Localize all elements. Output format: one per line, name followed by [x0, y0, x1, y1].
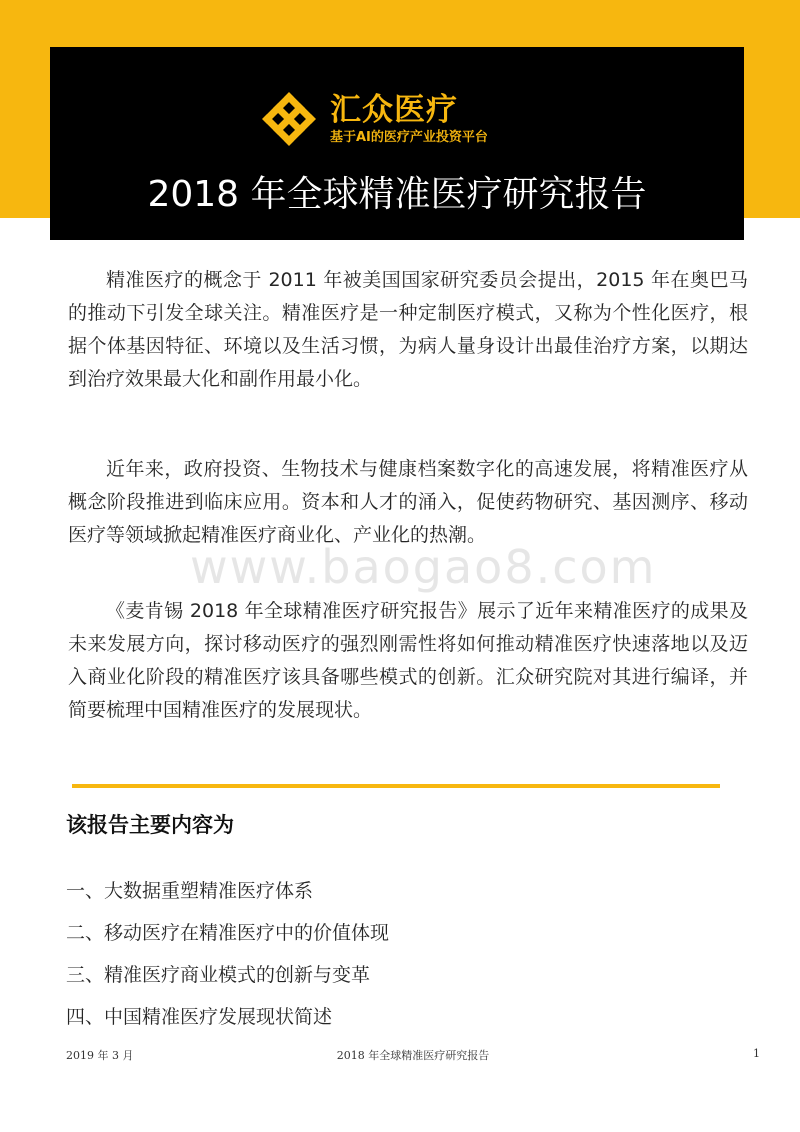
- page-footer: [66, 1047, 760, 1067]
- contents-item: 四、中国精准医疗发展现状简述: [66, 1006, 333, 1028]
- contents-heading: 该报告主要内容为: [66, 813, 234, 837]
- contents-item: 三、精准医疗商业模式的创新与变革: [66, 964, 371, 986]
- header-banner: [50, 47, 744, 240]
- section-divider: [72, 784, 720, 788]
- intro-paragraph-2: 近年来，政府投资、生物技术与健康档案数字化的高速发展，将精准医疗从概念阶段推进到临床应用。资本和人才的涌入，促使药物研究、基因测序、移动医疗等领域掀起精准医疗商业化、产业化的热潮。: [68, 458, 748, 546]
- huizhong-lattice-logo-icon: [256, 86, 322, 152]
- brand-name: 汇众医疗: [330, 92, 458, 128]
- contents-item: 二、移动医疗在精准医疗中的价值体现: [66, 922, 390, 944]
- contents-item: 一、大数据重塑精准医疗体系: [66, 880, 314, 902]
- contents-list: [66, 870, 389, 1038]
- intro-paragraph-3: 《麦肯锡 2018 年全球精准医疗研究报告》展示了近年来精准医疗的成果及未来发展方向，探讨移动医疗的强烈刚需性将如何推动精准医疗快速落地以及迈入商业化阶段的精准医疗该具备哪些模式的创新。汇众研究院对其进行编译，并简要梳理中国精准医疗的发展现状。: [68, 600, 748, 721]
- footer-title: 2018 年全球精准医疗研究报告: [336, 1049, 490, 1062]
- brand-slogan: 基于AI的医疗产业投资平台: [330, 130, 488, 145]
- report-title: 2018 年全球精准医疗研究报告: [147, 174, 647, 215]
- footer-date: 2019 年 3 月: [66, 1049, 134, 1062]
- intro-paragraph-1: 精准医疗的概念于 2011 年被美国国家研究委员会提出，2015 年在奥巴马的推动下引发全球关注。精准医疗是一种定制医疗模式，又称为个性化医疗，根据个体基因特征、环境以及生活习惯，为病人量身设计出最佳治疗方案，以期达到治疗效果最大化和副作用最小化。: [68, 269, 748, 390]
- watermark: www.baogao8.com: [190, 540, 657, 594]
- page-number: 1: [753, 1047, 760, 1060]
- brand-logo: [256, 79, 488, 159]
